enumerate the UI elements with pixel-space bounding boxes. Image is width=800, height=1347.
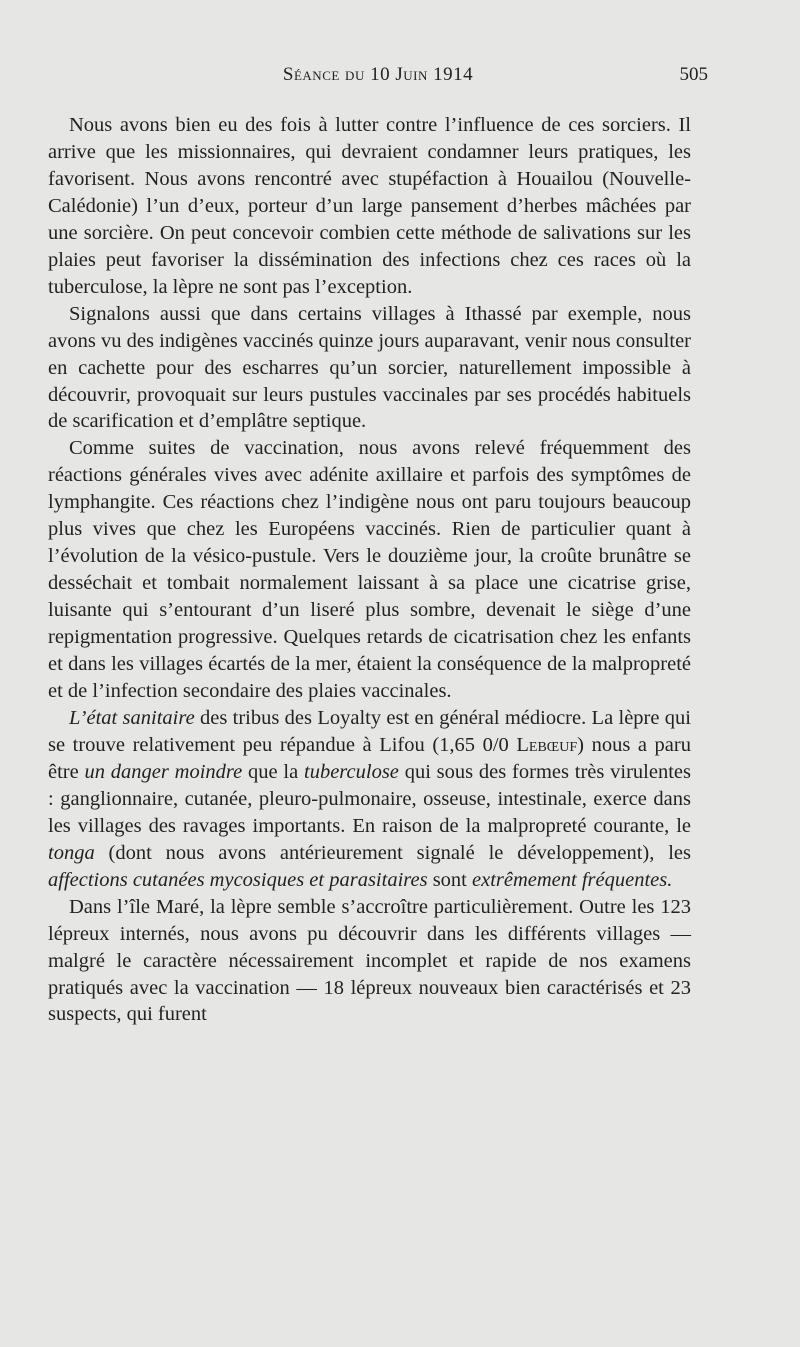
italic-danger-moindre: un danger moindre — [84, 760, 243, 783]
italic-frequentes: extrêmement fréquentes. — [472, 868, 673, 891]
italic-etat-sanitaire: L’état sanitaire — [69, 706, 195, 729]
paragraph-4-text-6: sont — [427, 868, 472, 891]
paragraph-2: Signalons aussi que dans certains villages à Ithassé par exemple, nous avons vu des indigènes vaccinés quinze jours auparavant, venir nous consulter en cachette pour des escharres qu’un sorcier, naturellement impossible à découvrir, provoquait sur leurs pustules vaccinales par ses procédés habituels de scarification et d’emplâtre septique. — [48, 302, 691, 433]
author-leboeuf: Lebœuf — [516, 733, 578, 756]
paragraph-4 — [48, 705, 691, 894]
italic-affections: affections cutanées mycosiques et parasitaires — [48, 868, 428, 891]
paragraph-4-text-4: qui sous des formes très virulentes : ganglionnaire, cutanée, pleuro-pulmonaire, osseuse, intestinale, exerce dans les villages des ravages importants. En raison de la malpropreté courante, le — [48, 760, 691, 837]
paragraph-4-text-1: des tribus des Loyalty est en général médiocre. La lèpre qui se trouve relativement peu répandue à Lifou (1,65 0/0 — [48, 706, 691, 756]
paragraph-1: Nous avons bien eu des fois à lutter contre l’influence de ces sorciers. Il arrive que les missionnaires, qui devraient condamner leurs pratiques, les favorisent. Nous avons rencontré avec stupéfaction à Houailou (Nouvelle-Calédonie) l’un d’eux, porteur d’un large pansement d’herbes mâchées par une sorcière. On peut concevoir combien cette méthode de salivations sur les plaies peut favoriser la dissémination des infections chez ces races où la tuberculose, la lèpre ne sont pas l’exception. — [48, 114, 691, 298]
italic-tuberculose: tuberculose — [304, 760, 399, 783]
italic-tonga: tonga — [48, 841, 95, 864]
paragraph-4-text-3: que la — [242, 760, 305, 783]
page-header — [48, 64, 708, 92]
paragraph-4-text-5: (dont nous avons antérieurement signalé le développement), les — [94, 841, 691, 864]
paragraph-5: Dans l’île Maré, la lèpre semble s’accroître particulièrement. Outre les 123 lépreux internés, nous avons pu découvrir dans les différents villages — malgré le caractère nécessairement incomplet et rapide de nos examens pratiqués avec la vaccination — 18 lépreux nouveaux bien caractérisés et 23 suspects, qui furent — [48, 895, 691, 1026]
page-number: 505 — [679, 64, 708, 85]
paragraph-3: Comme suites de vaccination, nous avons relevé fréquemment des réactions générales vives avec adénite axillaire et parfois des symptômes de lymphangite. Ces réactions chez l’indigène nous ont paru toujours beaucoup plus vives que chez les Européens vaccinés. Rien de particulier quant à l’évolution de la vésico-pustule. Vers le douzième jour, la croûte brunâtre se desséchait et tombait normalement laissant à sa place une cicatrise grise, luisante qui s’entourant d’un liseré plus sombre, devenait le siège d’une repigmentation progressive. Quelques retards de cicatrisation chez les enfants et dans les villages écartés de la mer, étaient la conséquence de la malpropreté et de l’infection secondaire des plaies vaccinales. — [48, 437, 691, 703]
body-text — [48, 112, 691, 1028]
paragraph-4-text-2: ) nous a paru être — [48, 733, 691, 783]
running-title: Séance du 10 Juin 1914 — [282, 64, 474, 85]
